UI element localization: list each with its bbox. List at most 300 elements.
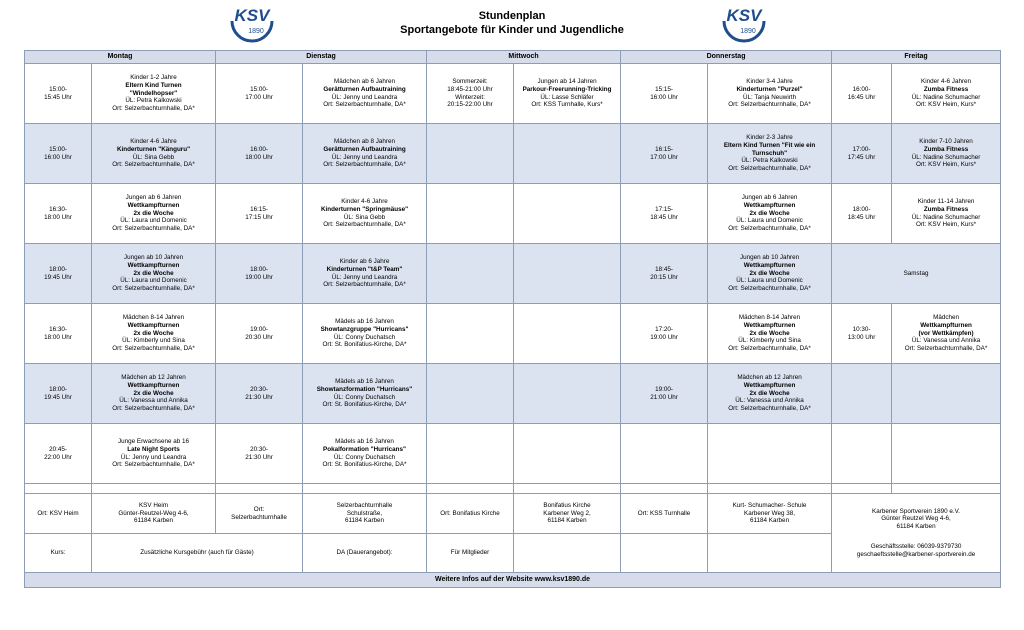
course-line: Kinder 7-10 Jahren xyxy=(919,138,973,146)
spacer-cell xyxy=(708,484,832,494)
course-line: 2x die Woche xyxy=(133,329,174,337)
club-contact-line: geschaeftsstelle@karbener-sportverein.de xyxy=(856,550,976,558)
schedule-row xyxy=(25,184,1001,244)
course-cell xyxy=(892,184,1001,244)
time-cell xyxy=(216,184,303,244)
day-header-2: Mittwoch xyxy=(427,51,621,64)
course-cell xyxy=(303,304,427,364)
course-line: ÜL: Conny Duchatsch xyxy=(333,453,396,461)
time-cell xyxy=(621,64,708,124)
time-line: Sommerzeit: xyxy=(452,78,488,86)
page-header xyxy=(0,0,1024,50)
time-cell xyxy=(216,364,303,424)
time-line: 19:00- xyxy=(655,385,673,393)
course-line: Ort: Selzerbachturnhalle, DA* xyxy=(112,105,195,112)
schedule-row xyxy=(25,124,1001,184)
time-line: 17:15 Uhr xyxy=(245,213,273,221)
location-label-line: Selzerbachturnhalle xyxy=(231,513,287,521)
course-cell xyxy=(892,424,1001,484)
course-line: Wettkampfturnen xyxy=(743,201,796,209)
course-line: Mädchen 8-14 Jahren xyxy=(738,314,801,322)
course-line: Mädchen xyxy=(933,314,959,322)
address-line: Karbener Weg 38, xyxy=(744,509,796,517)
time-line: 15:00- xyxy=(250,85,268,93)
notes-empty xyxy=(708,534,832,573)
time-cell xyxy=(25,304,92,364)
time-line: 18:00- xyxy=(250,265,268,273)
course-cell xyxy=(514,124,621,184)
course-line: ÜL: Kimberly und Sina xyxy=(122,337,185,345)
course-line: Showtanzformation "Hurricans" xyxy=(316,385,413,393)
club-info xyxy=(832,494,1001,573)
time-line: 16:15- xyxy=(250,205,268,213)
time-cell xyxy=(25,64,92,124)
course-cell xyxy=(708,304,832,364)
time-cell xyxy=(621,424,708,484)
time-line: 20:15 Uhr xyxy=(650,273,678,281)
course-line: Ort: Selzerbachturnhalle, DA* xyxy=(112,225,195,232)
time-line: 18:00- xyxy=(49,265,67,273)
course-line: ÜL: Laura und Domenic xyxy=(736,277,803,285)
course-line: Junge Erwachsene ab 16 xyxy=(117,438,190,446)
course-line: Ort: Selzerbachturnhalle, DA* xyxy=(728,101,811,109)
time-cell xyxy=(25,124,92,184)
address-line: Schulstraße, xyxy=(346,509,383,517)
time-line: 17:15- xyxy=(655,205,673,213)
spacer-row xyxy=(25,484,1001,494)
time-line: 19:00 Uhr xyxy=(245,273,273,281)
course-line: ÜL: Nadine Schumacher xyxy=(911,153,981,161)
course-cell xyxy=(514,244,621,304)
schedule-row xyxy=(25,364,1001,424)
address-line: 61184 Karben xyxy=(344,517,385,525)
course-cell xyxy=(514,304,621,364)
course-cell xyxy=(303,424,427,484)
course-line: Ort: Selzerbachturnhalle, DA* xyxy=(323,161,406,169)
course-cell xyxy=(708,64,832,124)
time-line: 18:45-21:00 Uhr xyxy=(447,85,493,93)
course-line: Jungen ab 6 Jahren xyxy=(125,194,182,202)
club-line: Karbener Sportverein 1890 e.V. xyxy=(872,507,961,515)
course-cell xyxy=(92,364,216,424)
course-cell xyxy=(892,64,1001,124)
course-line: Ort: Selzerbachturnhalle, DA* xyxy=(728,165,811,172)
course-line: Wettkampfturnen xyxy=(127,321,180,329)
course-cell xyxy=(514,424,621,484)
spacer-cell xyxy=(216,484,303,494)
course-line: Ort: Selzerbachturnhalle, DA* xyxy=(323,221,406,229)
course-line: Ort: Selzerbachturnhalle, DA* xyxy=(728,225,811,232)
schedule-row xyxy=(25,64,1001,124)
notes-empty xyxy=(514,534,621,573)
course-line: Mädels ab 16 Jahren xyxy=(335,438,394,446)
course-line: Ort: Selzerbachturnhalle, DA* xyxy=(323,101,406,109)
time-line: 18:00- xyxy=(852,205,871,213)
address-line: Kurt- Schumacher- Schule xyxy=(732,501,807,509)
location-label xyxy=(216,494,303,534)
course-line: Kinder 4-6 Jahre xyxy=(130,138,177,146)
course-cell xyxy=(303,124,427,184)
address-line: 61184 Karben xyxy=(547,517,587,525)
location-label-line: Ort: xyxy=(253,505,265,513)
time-line: 16:15- xyxy=(655,145,673,153)
course-line: Wettkampfturnen xyxy=(920,321,972,329)
course-cell xyxy=(303,244,427,304)
course-line: "Windelhopser" xyxy=(129,89,178,97)
course-line: ÜL: Tanja Neuwirth xyxy=(742,93,797,101)
course-cell xyxy=(708,124,832,184)
location-address xyxy=(708,494,832,534)
time-cell xyxy=(832,424,892,484)
kurs-text: Zusätzliche Kursgebühr (auch für Gäste) xyxy=(92,534,303,573)
time-line: 15:15- xyxy=(655,85,673,93)
course-cell xyxy=(514,64,621,124)
locations-row xyxy=(25,494,1001,534)
time-line: 16:00 Uhr xyxy=(44,153,72,161)
club-contact-line: Geschäftsstelle: 06039-9379730 xyxy=(870,542,962,550)
course-line: ÜL: Laura und Domenic xyxy=(736,217,803,225)
course-line: Mädels ab 16 Jahren xyxy=(335,318,394,326)
course-cell xyxy=(303,184,427,244)
course-line: Ort: KSV Heim, Kurs* xyxy=(915,101,977,109)
course-line: ÜL: Nadine Schumacher xyxy=(911,93,981,101)
time-cell xyxy=(832,304,892,364)
time-line: 21:00 Uhr xyxy=(650,393,678,401)
course-line: 2x die Woche xyxy=(749,389,790,397)
time-line: 16:00 Uhr xyxy=(650,93,678,101)
course-line: Wettkampfturnen xyxy=(127,201,180,209)
location-label-line: Ort: KSV Heim xyxy=(37,509,79,517)
course-line: Ort: Selzerbachturnhalle, DA* xyxy=(728,345,811,352)
day-header-row xyxy=(25,51,1001,64)
course-line: Ort: KSV Heim, Kurs* xyxy=(915,161,977,169)
address-line: Karbener Weg 2, xyxy=(543,509,591,517)
course-line: ÜL: Petra Kalkowski xyxy=(741,157,798,165)
course-cell xyxy=(892,304,1001,364)
course-line: Kinderturnen "Känguru" xyxy=(116,145,191,153)
course-line: Jungen ab 10 Jahren xyxy=(739,254,800,262)
location-label xyxy=(621,494,708,534)
club-line: 61184 Karben xyxy=(896,523,936,531)
time-cell xyxy=(427,124,514,184)
course-line: ÜL: Kimberly und Sina xyxy=(738,337,801,345)
course-line: 2x die Woche xyxy=(133,209,174,217)
course-line: Wettkampfturnen xyxy=(743,321,796,329)
course-cell xyxy=(514,184,621,244)
spacer-cell xyxy=(621,484,708,494)
club-line: Günter Reutzel Weg 4-6, xyxy=(881,515,951,523)
kurs-label: Kurs: xyxy=(25,534,92,573)
time-cell xyxy=(427,304,514,364)
time-line: 19:45 Uhr xyxy=(44,273,72,281)
course-line: Kinder 3-4 Jahre xyxy=(746,78,793,86)
course-line: Ort: Selzerbachturnhalle, DA* xyxy=(728,285,811,292)
time-cell xyxy=(621,124,708,184)
course-line: 2x die Woche xyxy=(749,209,790,217)
course-line: 2x die Woche xyxy=(749,329,790,337)
course-line: ÜL: Lasse Schläfer xyxy=(540,93,594,101)
time-line: 22:00 Uhr xyxy=(44,453,72,461)
course-cell xyxy=(708,424,832,484)
spacer-cell xyxy=(427,484,514,494)
spacer-cell xyxy=(832,484,892,494)
course-line: Jungen ab 10 Jahren xyxy=(123,254,184,262)
course-line: Kinder ab 6 Jahre xyxy=(339,258,390,266)
course-line: ÜL: Laura und Domenic xyxy=(120,277,187,285)
course-cell xyxy=(92,424,216,484)
course-line: Zumba Fitness xyxy=(923,145,969,153)
course-line: Ort: KSS Turnhalle, Kurs* xyxy=(531,101,603,109)
time-cell xyxy=(832,184,892,244)
spacer-cell xyxy=(892,484,1001,494)
time-line: 18:45- xyxy=(655,265,673,273)
course-cell xyxy=(92,184,216,244)
course-line: (vor Wettkämpfen) xyxy=(918,329,974,337)
day-header-0: Montag xyxy=(25,51,216,64)
time-line: 20:15-22:00 Uhr xyxy=(447,101,493,109)
course-line: Kinder 4-6 Jahren xyxy=(921,78,972,86)
time-line: 20:30- xyxy=(250,445,268,453)
course-line: Ort: Selzerbachturnhalle, DA* xyxy=(112,345,195,352)
course-line: Kinder 1-2 Jahre xyxy=(130,74,177,82)
course-line: ÜL: Jenny und Leandra xyxy=(120,453,187,461)
time-line: 17:20- xyxy=(655,325,673,333)
course-line: ÜL: Conny Duchatsch xyxy=(333,333,396,341)
course-line: Ort: Selzerbachturnhalle, DA* xyxy=(112,161,195,169)
logo-year: 1890 xyxy=(740,28,756,35)
course-cell xyxy=(92,304,216,364)
saturday-label: Samstag xyxy=(832,244,1001,304)
address-line: KSV Heim xyxy=(138,501,169,509)
course-cell xyxy=(303,64,427,124)
time-cell xyxy=(25,184,92,244)
course-line: Jungen ab 6 Jahren xyxy=(741,194,798,202)
time-cell xyxy=(621,244,708,304)
course-line: Wettkampfturnen xyxy=(127,261,180,269)
time-line: 15:00- xyxy=(49,85,67,93)
course-cell xyxy=(708,244,832,304)
course-line: Ort: Selzerbachturnhalle, DA* xyxy=(904,345,988,352)
course-line: Mädchen ab 12 Jahren xyxy=(121,374,186,382)
spacer-cell xyxy=(92,484,216,494)
day-header-3: Donnerstag xyxy=(621,51,832,64)
time-line: Winterzeit: xyxy=(455,93,485,101)
spacer-cell xyxy=(25,484,92,494)
course-line: Mädchen 8-14 Jahren xyxy=(122,314,185,322)
course-line: Wettkampfturnen xyxy=(743,381,796,389)
time-line: 19:45 Uhr xyxy=(44,393,72,401)
time-line: 20:45- xyxy=(49,445,67,453)
time-line: 18:00- xyxy=(49,385,67,393)
ksv-logo-left xyxy=(226,1,278,45)
course-cell xyxy=(708,364,832,424)
address-line: Bonifatius Kirche xyxy=(543,501,591,509)
course-cell xyxy=(514,364,621,424)
time-cell xyxy=(25,244,92,304)
da-text: Für Mitglieder xyxy=(427,534,514,573)
time-cell xyxy=(216,64,303,124)
footer-row xyxy=(25,573,1001,588)
course-line: Mädchen ab 6 Jahren xyxy=(334,78,395,86)
course-line: ÜL: Vanessa und Annika xyxy=(735,397,804,405)
course-line: ÜL: Jenny und Leandra xyxy=(331,273,398,281)
time-line: 20:30- xyxy=(250,385,268,393)
time-line: 16:30- xyxy=(49,205,67,213)
course-line: Ort: KSV Heim, Kurs* xyxy=(915,221,977,229)
course-line: Wettkampfturnen xyxy=(127,381,180,389)
time-line: 15:00- xyxy=(49,145,67,153)
logo-text: KSV xyxy=(234,6,270,25)
day-header-4: Freitag xyxy=(832,51,1001,64)
time-cell xyxy=(832,64,892,124)
time-cell xyxy=(621,304,708,364)
logo-text: KSV xyxy=(726,6,762,25)
address-line: 61184 Karben xyxy=(133,517,174,525)
course-line: ÜL: Nadine Schumacher xyxy=(911,213,981,221)
schedule-table xyxy=(24,50,1001,588)
course-line: Kinderturnen "t&P Team" xyxy=(326,265,403,273)
location-address xyxy=(92,494,216,534)
course-line: Eltern Kind Turnen xyxy=(125,81,182,89)
address-line: Günter-Reutzel-Weg 4-6, xyxy=(118,509,189,517)
course-line: Jungen ab 14 Jahren xyxy=(537,78,597,86)
da-label: DA (Dauerangebot): xyxy=(303,534,427,573)
course-line: Kinderturnen "Purzel" xyxy=(736,85,803,93)
course-cell xyxy=(92,64,216,124)
time-cell xyxy=(427,244,514,304)
time-line: 10:30- xyxy=(852,325,871,333)
course-line: Kinder 4-6 Jahre xyxy=(341,198,388,206)
course-line: Zumba Fitness xyxy=(923,205,969,213)
course-line: Ort: Selzerbachturnhalle, DA* xyxy=(728,405,811,412)
course-line: Ort: Selzerbachturnhalle, DA* xyxy=(112,405,195,412)
time-line: 19:00- xyxy=(250,325,268,333)
time-cell xyxy=(832,124,892,184)
course-line: Mädels ab 16 Jahren xyxy=(335,378,394,386)
time-line: 18:45 Uhr xyxy=(847,213,876,221)
time-line: 20:30 Uhr xyxy=(245,333,273,341)
address-line: Selzerbachturnhalle xyxy=(336,501,393,509)
time-line: 17:00 Uhr xyxy=(245,93,273,101)
time-line: 18:00 Uhr xyxy=(245,153,273,161)
course-line: Gerätturnen Aufbautraining xyxy=(323,85,406,93)
course-line: Kinderturnen "Springmäuse" xyxy=(320,205,409,213)
schedule-row xyxy=(25,424,1001,484)
course-cell xyxy=(892,124,1001,184)
course-cell xyxy=(708,184,832,244)
time-line: 16:45 Uhr xyxy=(847,93,876,101)
time-line: 17:00 Uhr xyxy=(650,153,678,161)
course-line: Zumba Fitness xyxy=(923,85,969,93)
time-line: 21:30 Uhr xyxy=(245,453,273,461)
course-line: Eltern Kind Turnen "Fit wie ein xyxy=(723,141,816,149)
notes-empty xyxy=(621,534,708,573)
course-line: Wettkampfturnen xyxy=(743,261,796,269)
course-line: Kinder 2-3 Jahre xyxy=(746,134,793,142)
course-line: Ort: St. Bonifatius-Kirche, DA* xyxy=(322,341,407,349)
time-line: 19:00 Uhr xyxy=(650,333,678,341)
time-cell xyxy=(216,244,303,304)
time-cell xyxy=(216,424,303,484)
time-line: 13:00 Uhr xyxy=(847,333,876,341)
time-cell xyxy=(427,424,514,484)
location-address xyxy=(514,494,621,534)
location-label xyxy=(427,494,514,534)
page-subtitle: Sportangebote für Kinder und Jugendliche xyxy=(400,24,624,36)
time-line: 17:45 Uhr xyxy=(847,153,876,161)
time-line: 21:30 Uhr xyxy=(245,393,273,401)
time-cell xyxy=(427,64,514,124)
course-line: Showtanzgruppe "Hurricans" xyxy=(320,325,409,333)
course-line: Turnschuh" xyxy=(752,149,788,157)
course-cell xyxy=(303,364,427,424)
course-line: Pokalformation "Hurricans" xyxy=(323,445,406,453)
time-cell xyxy=(216,304,303,364)
time-cell xyxy=(427,184,514,244)
time-cell xyxy=(832,364,892,424)
course-line: Kinder 11-14 Jahren xyxy=(917,198,975,206)
club-gap xyxy=(833,531,999,543)
time-line: 18:00 Uhr xyxy=(44,213,72,221)
time-cell xyxy=(621,184,708,244)
time-cell xyxy=(25,424,92,484)
time-line: 18:45 Uhr xyxy=(650,213,678,221)
location-label-line: Ort: KSS Turnhalle xyxy=(637,509,691,517)
spacer-cell xyxy=(303,484,427,494)
course-cell xyxy=(92,124,216,184)
time-cell xyxy=(25,364,92,424)
location-label xyxy=(25,494,92,534)
course-line: Mädchen ab 12 Jahren xyxy=(737,374,802,382)
time-line: 16:30- xyxy=(49,325,67,333)
logo-year: 1890 xyxy=(248,28,264,35)
course-line: Gerätturnen Aufbautraining xyxy=(323,145,406,153)
location-address xyxy=(303,494,427,534)
course-cell xyxy=(892,364,1001,424)
course-line: ÜL: Jenny und Leandra xyxy=(331,153,398,161)
course-line: 2x die Woche xyxy=(133,269,174,277)
course-line: 2x die Woche xyxy=(749,269,790,277)
schedule-row xyxy=(25,304,1001,364)
address-line: 61184 Karben xyxy=(749,517,790,525)
course-line: Parkour-Freerunning-Tricking xyxy=(522,85,612,93)
course-line: Ort: St. Bonifatius-Kirche, DA* xyxy=(322,461,407,469)
time-cell xyxy=(216,124,303,184)
course-line: Ort: St. Bonifatius-Kirche, DA* xyxy=(322,401,407,409)
course-cell xyxy=(92,244,216,304)
course-line: Ort: Selzerbachturnhalle, DA* xyxy=(112,285,195,292)
location-label-line: Ort: Bonifatius Kirche xyxy=(440,509,500,517)
spacer-cell xyxy=(514,484,621,494)
time-line: 18:00 Uhr xyxy=(44,333,72,341)
time-line: 16:00- xyxy=(852,85,871,93)
time-cell xyxy=(427,364,514,424)
course-line: ÜL: Vanessa und Annika xyxy=(911,337,981,345)
time-line: 16:00- xyxy=(250,145,268,153)
website-footer: Weitere Infos auf der Website www.ksv1890.de xyxy=(25,573,1001,588)
course-line: ÜL: Conny Duchatsch xyxy=(333,393,396,401)
course-line: ÜL: Laura und Domenic xyxy=(120,217,187,225)
course-line: ÜL: Sina Gebb xyxy=(343,213,386,221)
page-title: Stundenplan xyxy=(478,10,546,22)
course-line: Ort: Selzerbachturnhalle, DA* xyxy=(112,461,195,469)
course-line: ÜL: Vanessa und Annika xyxy=(119,397,188,405)
course-line: 2x die Woche xyxy=(133,389,174,397)
schedule-row xyxy=(25,244,1001,304)
course-line: Mädchen ab 8 Jahren xyxy=(334,138,395,146)
time-cell xyxy=(621,364,708,424)
time-line: 15:45 Uhr xyxy=(44,93,72,101)
